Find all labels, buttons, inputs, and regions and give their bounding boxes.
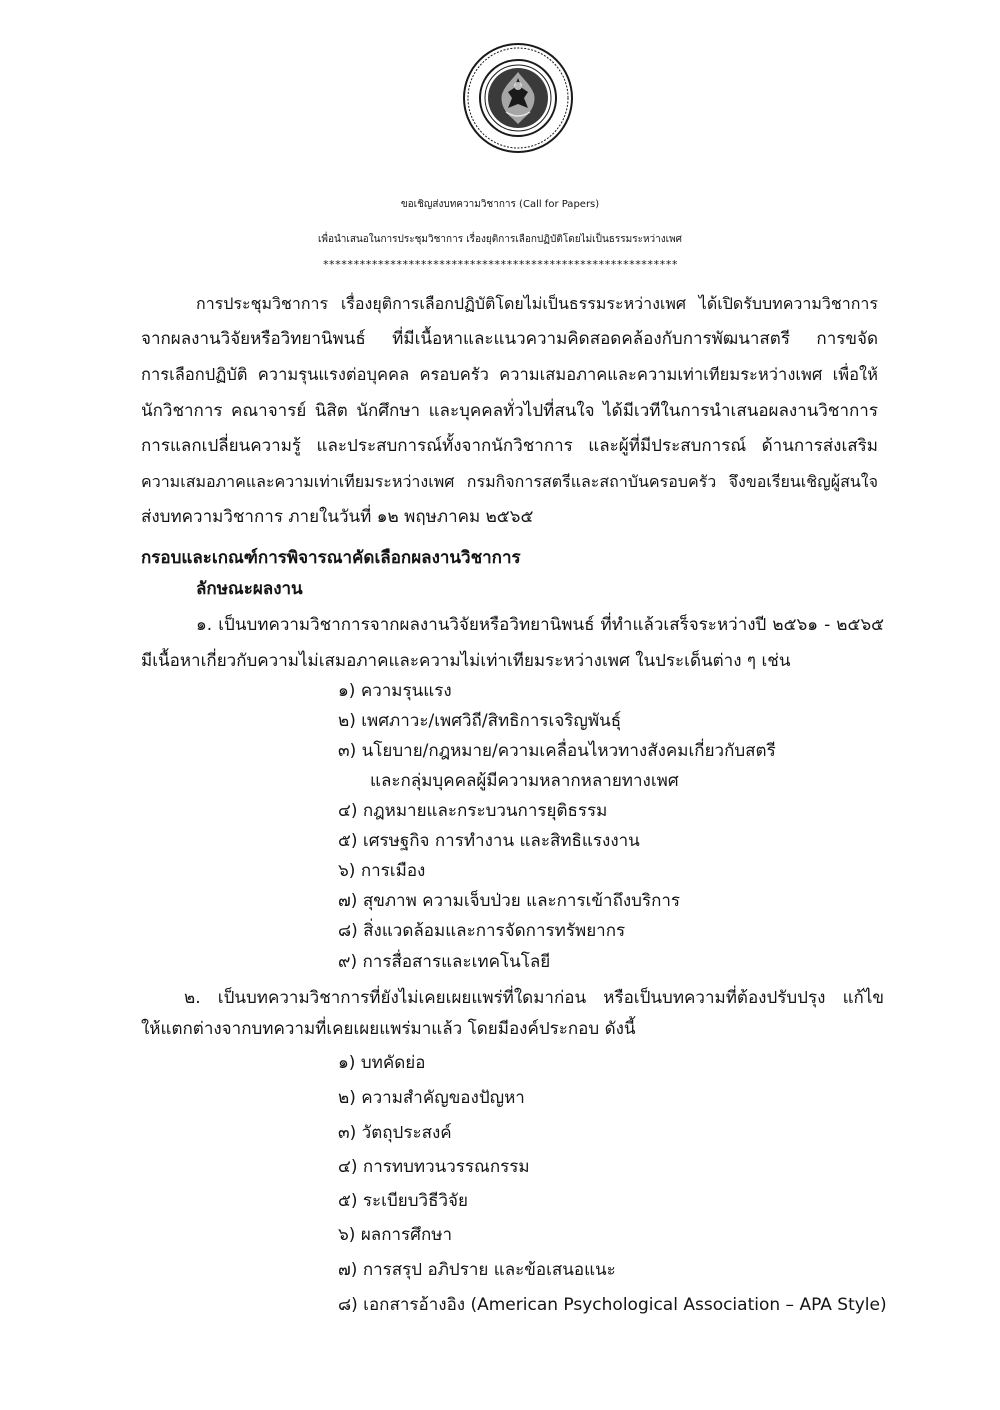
component-item: ๗) การสรุป อภิปราย และข้อเสนอแนะ <box>338 1260 616 1280</box>
title-line-1: ขอเชิญส่งบทความวิชาการ (Call for Papers) <box>400 199 600 210</box>
component-item: ๓) วัตถุประสงค์ <box>338 1123 452 1143</box>
criteria-heading: กรอบและเกณฑ์การพิจารณาคัดเลือกผลงานวิชาการ <box>141 548 521 568</box>
component-item: ๕) ระเบียบวิธีวิจัย <box>338 1191 468 1211</box>
topic-item: ๙) การสื่อสารและเทคโนโลยี <box>338 952 551 972</box>
component-item: ๑) บทคัดย่อ <box>338 1053 426 1073</box>
component-item: ๔) การทบทวนวรรณกรรม <box>338 1157 530 1177</box>
topic-item: ๘) สิ่งแวดล้อมและการจัดการทรัพยากร <box>338 921 626 941</box>
intro-line-7: ส่งบทความวิชาการ ภายในวันที่ ๑๒ พฤษภาคม ๒๕๖๕ <box>141 507 534 527</box>
topic-item: ๕) เศรษฐกิจ การทำงาน และสิทธิแรงงาน <box>338 831 640 851</box>
topic-item: ๒) เพศภาวะ/เพศวิถี/สิทธิการเจริญพันธุ์ <box>338 711 622 731</box>
component-item: ๖) ผลการศึกษา <box>338 1225 453 1245</box>
topic-item: ๔) กฎหมายและกระบวนการยุติธรรม <box>338 801 608 821</box>
topic-item: ๗) สุขภาพ ความเจ็บป่วย และการเข้าถึงบริการ <box>338 891 681 911</box>
criteria-subheading: ลักษณะผลงาน <box>196 579 303 599</box>
intro-line-5: การแลกเปลี่ยนความรู้ และประสบการณ์ทั้งจากนักวิชาการ และผู้ที่มีประสบการณ์ ด้านการส่งเสริม <box>141 436 878 456</box>
separator-line: ********************************************************** <box>322 258 678 271</box>
department-seal-icon <box>462 42 574 154</box>
topic-item-continuation: และกลุ่มบุคคลผู้มีความหลากหลายทางเพศ <box>370 771 679 791</box>
criteria-item-1-line-1: ๑. เป็นบทความวิชาการจากผลงานวิจัยหรือวิทยานิพนธ์ ที่ทำแล้วเสร็จระหว่างปี ๒๕๖๑ - ๒๕๖๕ <box>196 615 884 635</box>
topic-item: ๓) นโยบาย/กฎหมาย/ความเคลื่อนไหวทางสังคมเกี่ยวกับสตรี <box>338 741 776 761</box>
topic-item: ๑) ความรุนแรง <box>338 681 452 701</box>
intro-line-1: การประชุมวิชาการ เรื่องยุติการเลือกปฏิบัติโดยไม่เป็นธรรมระหว่างเพศ ได้เปิดรับบทความวิชาการ <box>196 294 878 313</box>
intro-line-6: ความเสมอภาคและความเท่าเทียมระหว่างเพศ กรมกิจการสตรีและสถาบันครอบครัว จึงขอเรียนเชิญผู้สนใจ <box>141 472 878 491</box>
criteria-item-2-line-1: ๒. เป็นบทความวิชาการที่ยังไม่เคยเผยแพร่ที่ใดมาก่อน หรือเป็นบทความที่ต้องปรับปรุง แก้ไข <box>184 988 884 1008</box>
component-item: ๒) ความสำคัญของปัญหา <box>338 1088 525 1108</box>
criteria-item-1-line-2: มีเนื้อหาเกี่ยวกับความไม่เสมอภาคและความไม่เท่าเทียมระหว่างเพศ ในประเด็นต่าง ๆ เช่น <box>141 651 791 671</box>
topic-item: ๖) การเมือง <box>338 861 426 881</box>
component-item: ๘) เอกสารอ้างอิง (American Psychological Association – APA Style) <box>338 1295 887 1315</box>
criteria-item-2-line-2: ให้แตกต่างจากบทความที่เคยเผยแพร่มาแล้ว โดยมีองค์ประกอบ ดังนี้ <box>141 1019 636 1039</box>
intro-line-3: การเลือกปฏิบัติ ความรุนแรงต่อบุคคล ครอบครัว ความเสมอภาคและความเท่าเทียมระหว่างเพศ เพื่อให้ <box>141 365 878 384</box>
title-line-2: เพื่อนำเสนอในการประชุมวิชาการ เรื่องยุติการเลือกปฏิบัติโดยไม่เป็นธรรมระหว่างเพศ <box>317 234 683 245</box>
intro-line-2: จากผลงานวิจัยหรือวิทยานิพนธ์ ที่มีเนื้อหาและแนวความคิดสอดคล้องกับการพัฒนาสตรี การขจัด <box>141 329 878 349</box>
intro-line-4: นักวิชาการ คณาจารย์ นิสิต นักศึกษา และบุคคลทั่วไปที่สนใจ ได้มีเวทีในการนำเสนอผลงานวิชาการ <box>141 401 878 421</box>
